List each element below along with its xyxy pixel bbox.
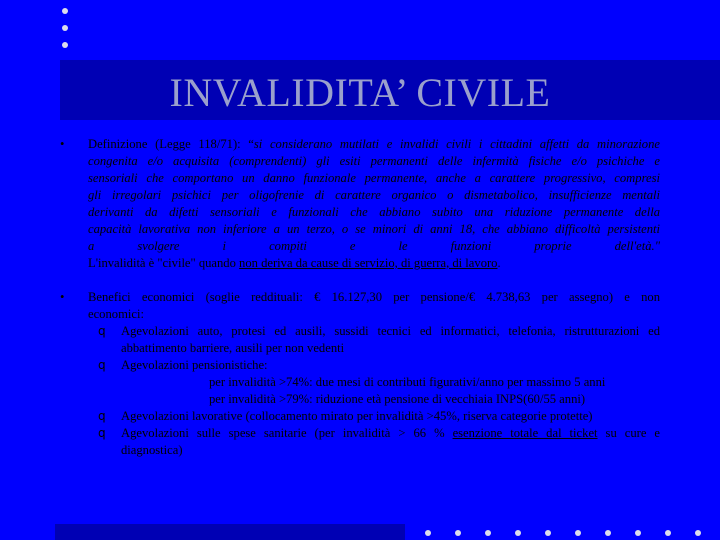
benefits-intro-line: economici: bbox=[88, 307, 144, 321]
sub-item-auto bbox=[88, 323, 660, 357]
checkbox-bullet-icon: q bbox=[98, 358, 106, 372]
benefits-intro-line: Benefici economici (soglie reddituali: € 16.127,30 per pensione/€ 4.738,63 per assegno) e non bbox=[88, 290, 660, 304]
sub-item-text: abbattimento barriere, ausili per non vedenti bbox=[121, 341, 345, 355]
checkbox-bullet-icon: q bbox=[98, 324, 106, 338]
civile-text: L'invalidità è "civile" quando bbox=[88, 256, 240, 270]
definition-line: a svolgere i compiti e le funzioni proprie dell'età." bbox=[88, 239, 660, 253]
definition-label: Definizione (Legge 118/71): “ bbox=[88, 137, 254, 151]
bullet-marker: • bbox=[60, 137, 65, 151]
definition-text: si considerano mutilati e invalidi civili i cittadini affetti da minorazione bbox=[253, 137, 660, 151]
sub-item-text: Agevolazioni auto, protesi ed ausili, sussidi tecnici ed informatici, telefonia, ristrutturazioni ed bbox=[121, 324, 660, 338]
decor-dot bbox=[635, 530, 641, 536]
civile-underlined: non deriva da cause di servizio, di guerra, di lavoro bbox=[239, 256, 498, 270]
health-text-end: su cure e bbox=[597, 426, 660, 440]
decor-dot bbox=[695, 530, 701, 536]
slide-content bbox=[60, 136, 660, 459]
decor-dot bbox=[62, 8, 68, 14]
decor-dot bbox=[425, 530, 431, 536]
civile-definition-line bbox=[88, 255, 660, 272]
page-title: INVALIDITA’ CIVILE bbox=[169, 70, 551, 115]
health-underlined: esenzione totale dal ticket bbox=[452, 426, 598, 440]
bullet-marker: • bbox=[60, 290, 65, 304]
decor-dot bbox=[62, 25, 68, 31]
definition-line: congenita e/o acquisita (comprendenti) gli esiti permanenti delle infermità fisiche e/o psichiche e bbox=[88, 154, 660, 168]
definition-line: gli irregolari psichici per oligofrenie di carattere organico o dismetabolico, insufficienze mentali bbox=[88, 188, 660, 202]
decor-dot bbox=[62, 42, 68, 48]
sub-item-text: Agevolazioni pensionistiche: bbox=[121, 358, 268, 372]
pension-detail: per invalidità >79%: riduzione età pensione di vecchiaia INPS(60/55 anni) bbox=[209, 392, 586, 406]
decor-dot bbox=[665, 530, 671, 536]
sub-item-work bbox=[88, 408, 660, 425]
definition-line: sensoriali che comportano un danno funzionale permanente, anche a carattere progressivo, compresi bbox=[88, 171, 660, 185]
decor-dot bbox=[605, 530, 611, 536]
decor-dot bbox=[545, 530, 551, 536]
definition-line-1 bbox=[88, 136, 660, 153]
bullet-benefits bbox=[60, 289, 660, 459]
bullet-definition bbox=[60, 136, 660, 272]
pension-detail: per invalidità >74%: due mesi di contributi figurativi/anno per massimo 5 anni bbox=[209, 375, 606, 389]
sub-item-text: Agevolazioni lavorative (collocamento mirato per invalidità >45%, riserva categorie protette) bbox=[121, 409, 593, 423]
decor-dot bbox=[515, 530, 521, 536]
bottom-bar bbox=[55, 524, 405, 540]
checkbox-bullet-icon: q bbox=[98, 409, 106, 423]
sub-item-text-line bbox=[121, 425, 660, 442]
decor-dot bbox=[485, 530, 491, 536]
sub-item-text: diagnostica) bbox=[121, 443, 183, 457]
definition-line: capacità lavorativa non inferiore a un terzo, o se minori di anni 18, che abbiano difficoltà persistenti bbox=[88, 222, 660, 236]
sub-item-pension bbox=[88, 357, 660, 408]
civile-end: . bbox=[497, 256, 501, 270]
decor-dot bbox=[575, 530, 581, 536]
health-text: Agevolazioni sulle spese sanitarie (per invalidità > 66 % bbox=[121, 426, 453, 440]
definition-line: derivanti da difetti sensoriali e funzionali che abbiano subito una riduzione permanente della bbox=[88, 205, 660, 219]
checkbox-bullet-icon: q bbox=[98, 426, 106, 440]
decor-dot bbox=[455, 530, 461, 536]
sub-item-health bbox=[88, 425, 660, 459]
